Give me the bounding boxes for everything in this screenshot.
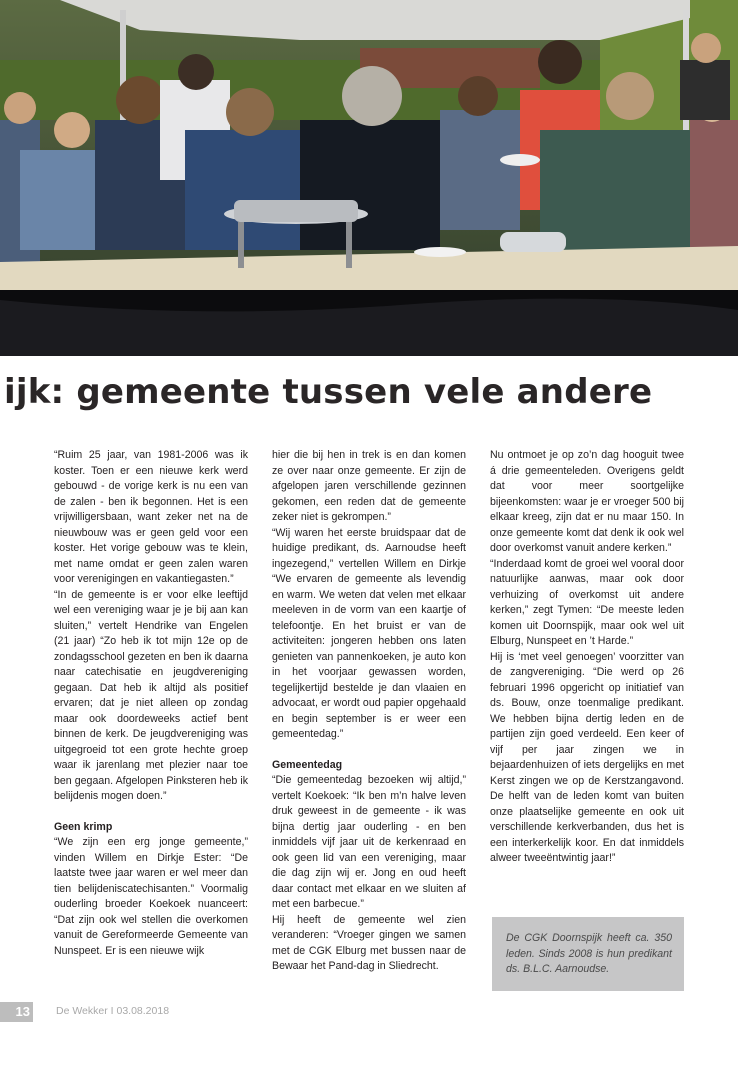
plate	[500, 154, 540, 166]
paragraph: “Ruim 25 jaar, van 1981-2006 was ik koster. Toen er een nieuwe kerk werd gebouwd - de vorige kerk is nu een van de zalen - ben ik begonnen. Het is een vrijwilligersbaan, want zeker net na de nieuwbouw was er geen geld voor een koster. Het vorige gebouw was te klein, met name omdat er geen zalen waren voor verenigingen en vakantiegasten.”	[54, 449, 248, 585]
subheading-gemeentedag: Gemeentedag	[272, 758, 343, 771]
article-photo	[0, 0, 738, 356]
info-box	[492, 917, 684, 991]
paragraph: Hij heeft de gemeente wel zien veranderen: “Vroeger gingen we samen met de CGK Elburg met bussen naar de Bewaar het Pand-dag in Sliedrecht.	[272, 913, 466, 972]
paragraph: “We zijn een erg jonge gemeente,” vinden Willem en Dirkje Ester: “De laatste twee jaar waren er wel meer dan tien belijdeniscatechisanten.” Voormalig ouderling broeder Koekoek nuanceert: “Dat zijn ook wel stellen die overkomen vanuit de Gereformeerde Gemeente van Nunspeet. Er is een nieuwe wijk	[54, 836, 248, 957]
paragraph: Hij is ‘met veel genoegen’ voorzitter van de zangvereniging. “Die werd op 26 februari 1996 opgericht op initiatief van ds. Bouw, onze toenmalige predikant. We hebben bijna dertig leden en de partijen zijn goed verdeeld. Een keer of vijf per jaar zingen we in bejaardenhuizen of iets dergelijks en met Kerst zingen we op de Kerstzangavond. De helft van de leden komt van buiten onze plaatselijke gemeente en ook uit verschillende kerkverbanden, dus het is een interkerkelijk koor. En dat inmiddels alweer tweeëntwintig jaar!”	[490, 650, 684, 864]
paragraph: Nu ontmoet je op zo’n dag hooguit twee á drie gemeenteleden. Overigens geldt dat voor meer soortgelijke bijeenkomsten: waar je er vroeger 500 bij elkaar kreeg, zijn dat er nu maar 150. In onze gemeente komt dat denk ik ook wel door overkomst vanuit andere kerken.”	[490, 449, 684, 554]
photo-illustration	[0, 0, 738, 356]
plate-on-table	[414, 247, 466, 257]
article-column-1	[54, 448, 248, 959]
footer-publication: De Wekker I 03.08.2018	[56, 1005, 170, 1017]
page-number: 13	[0, 1002, 33, 1022]
subheading-geen-krimp: Geen krimp	[54, 820, 113, 833]
info-box-text: De CGK Doornspijk heeft ca. 350 leden. Sinds 2008 is hun predikant ds. B.L.C. Aarnoudse.	[506, 932, 672, 975]
paragraph: “In de gemeente is er voor elke leeftijd wel een vereniging waar je je bij aan kan sluiten,” vertelt Hendrike van Engelen (21 jaar) “Zo heb ik tot mijn 12e op de zondagsschool gezeten en ben ik daarna naar catechisatie en jeugdvereniging gegaan. Dat heb ik altijd als positief ervaren; dat je niet alleen op zondag maar ook doordeweeks actief bent binnen de kerk. De jeugdvereniging was uitgegroeid tot een grote hechte groep waar ik jarenlang met plezier naar toe ben gegaan. Afgelopen Pinksteren heb ik belijdenis mogen doen.”	[54, 588, 248, 802]
paragraph: hier die bij hen in trek is en dan komen ze over naar onze gemeente. Er zijn de afgelopen jaren verschillende gezinnen gekomen, een reden dat de gemeente zeker niet is gekrompen.”	[272, 449, 466, 523]
article-column-2	[272, 448, 466, 975]
article-column-3	[490, 448, 684, 867]
paragraph: “Die gemeentedag bezoeken wij altijd,” vertelt Koekoek: “Ik ben m’n halve leven druk geweest in de gemeente - ik was bijna dertig jaar ouderling - en ben inmiddels vijf jaar uit de kerkenraad en ook geen lid van een vereniging, maar die dag zijn wij er. Jong en oud heeft daar contact met elkaar en we sluiten af met een barbecue.”	[272, 774, 466, 910]
paragraph: “Wij waren het eerste bruidspaar dat de huidige predikant, ds. Aarnoudse heeft ingezegend,” vertellen Willem en Dirkje “We ervaren de gemeente als levendig en warm. We weten dat velen met elkaar meeleven in de vorm van een kaartje of telefoontje. En het bruist er van de activiteiten: jongeren hebben ons laten genieten van pannenkoeken, je auto kon in het voorjaar gewassen worden, tegelijkertijd bestelde je dan vlaaien en advocaat, er wordt oud papier opgehaald en begin september is er weer een gemeentedag.”	[272, 526, 466, 740]
foil-tray	[500, 232, 566, 252]
paragraph: “Inderdaad komt de groei wel vooral door natuurlijke aanwas, maar ook door verhuizing of overkomst uit andere kerken,” zegt Tymen: “De meeste leden komen uit Doornspijk, maar ook wel uit Elburg, Nunspeet en ’t Harde.”	[490, 557, 684, 647]
headline: ijk: gemeente tussen vele andere	[4, 372, 653, 412]
